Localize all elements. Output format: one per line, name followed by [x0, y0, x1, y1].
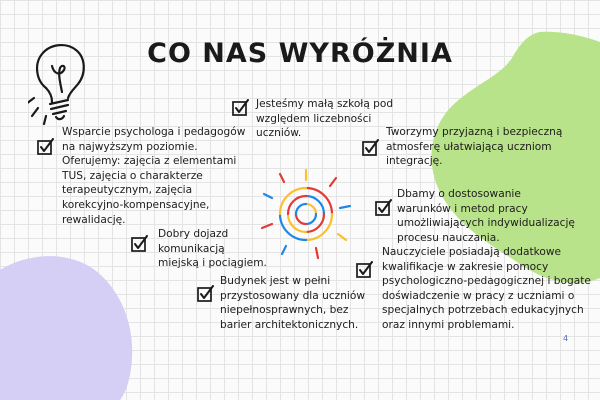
- checkbox-checked-icon: [131, 235, 149, 253]
- feature-item-transport: Dobry dojazd komunikacją miejską i pociągiem.: [158, 228, 267, 270]
- feature-item-adapted-methods: Dbamy o dostosowanie warunków i metod pracy umożliwiających indywidualizację procesu nauczania.: [397, 188, 575, 244]
- checkbox-checked-icon: [37, 138, 55, 156]
- slide-title: CO NAS WYRÓŻNIA: [147, 38, 453, 69]
- feature-item-qualified-teachers: Nauczyciele posiadają dodatkowe kwalifikacje w zakresie pomocy psychologiczno-pedagogicznej i bogate doświadczenie w pracy z uczniami o specjalnych potrzebach edukacyjnych oraz innymi problemami.: [382, 246, 591, 331]
- page-number: 4: [563, 334, 569, 343]
- checkbox-checked-icon: [232, 99, 250, 117]
- checkbox-checked-icon: [197, 285, 215, 303]
- feature-item-psychological-support: Wsparcie psychologa i pedagogów na najwyższym poziomie. Oferujemy: zajęcia z elementami TUS, zajęcia o charakterze terapeutycznym, zajęcia korekcyjno-kompensacyjne, rewalidację.: [62, 126, 246, 226]
- feature-item-friendly-atmosphere: Tworzymy przyjazną i bezpieczną atmosferę ułatwiającą uczniom integrację.: [386, 126, 563, 168]
- feature-item-small-school: Jesteśmy małą szkołą pod względem liczebności uczniów.: [256, 98, 394, 140]
- purple-blob: [0, 248, 140, 400]
- feature-item-accessible-building: Budynek jest w pełni przystosowany dla uczniów niepełnosprawnych, bez barier architektonicznych.: [220, 275, 366, 331]
- checkbox-checked-icon: [362, 139, 380, 157]
- colorful-circle-icon: [258, 166, 354, 262]
- checkbox-checked-icon: [375, 199, 393, 217]
